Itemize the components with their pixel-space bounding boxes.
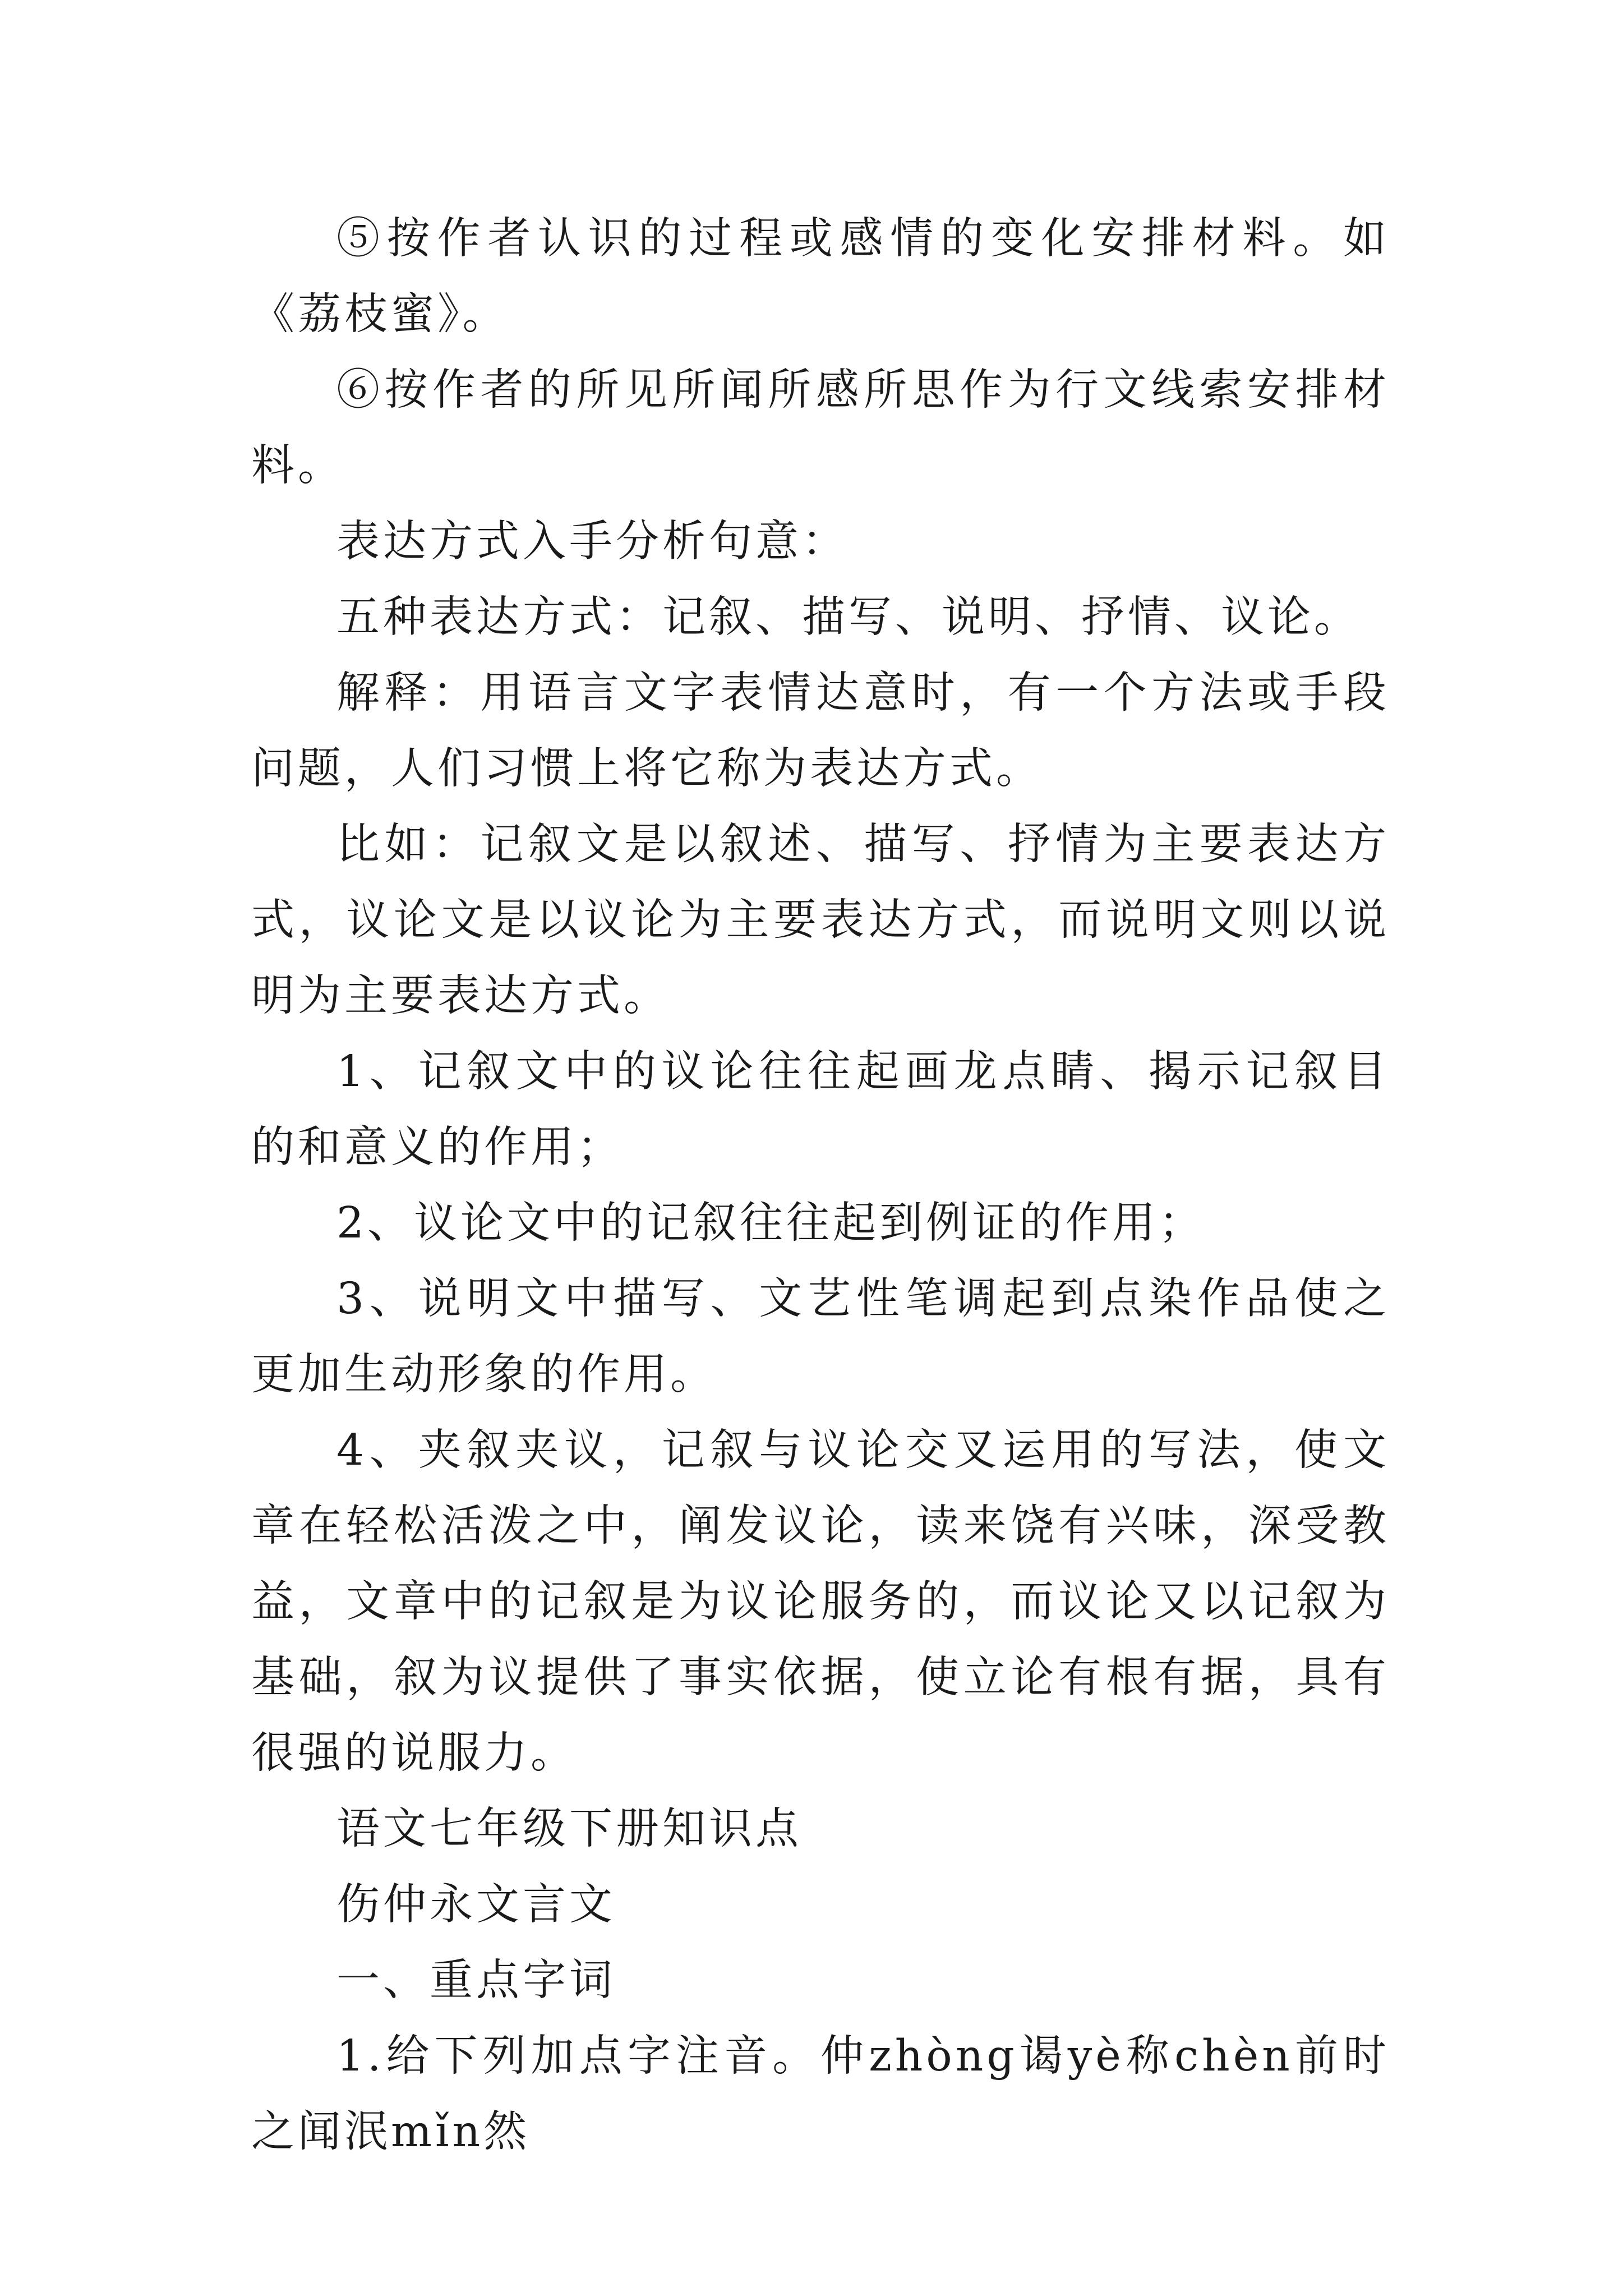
paragraph-example: 比如：记叙文是以叙述、描写、抒情为主要表达方式，议论文是以议论为主要表达方式，而说明文则以说明为主要表达方式。	[251, 820, 1390, 1021]
paragraph-point-1: 1、记叙文中的议论往往起画龙点睛、揭示记叙目的和意义的作用；	[251, 1047, 1390, 1172]
paragraph-five-expressions: 五种表达方式：记叙、描写、说明、抒情、议论。	[336, 592, 1361, 642]
paragraph-arrange-by-observation: ⑥按作者的所见所闻所感所思作为行文线索安排材料。	[251, 365, 1390, 491]
section-title-shang-zhongyong: 伤仲永文言文	[336, 1880, 616, 1930]
paragraph-pinyin-exercise: 1.给下列加点字注音。仲zhòng谒yè称chèn前时之闻泯mǐn然	[251, 2031, 1390, 2157]
paragraph-point-3: 3、说明文中描写、文艺性笔调起到点染作品使之更加生动形象的作用。	[251, 1274, 1390, 1400]
paragraph-expression-heading: 表达方式入手分析句意：	[336, 517, 849, 567]
paragraph-point-2: 2、议论文中的记叙往往起到例证的作用；	[336, 1198, 1205, 1248]
paragraph-explanation: 解释：用语言文字表情达意时，有一个方法或手段问题，人们习惯上将它称为表达方式。	[251, 668, 1390, 794]
paragraph-point-4: 4、夹叙夹议，记叙与议论交叉运用的写法，使文章在轻松活泼之中，阐发议论，读来饶有兴味，深受教益，文章中的记叙是为议论服务的，而议论又以记叙为基础，叙为议提供了事实依据，使立论有根有据，具有很强的说服力。	[251, 1425, 1390, 1778]
document-body	[251, 201, 1390, 2170]
paragraph-arrange-by-feeling: ⑤按作者认识的过程或感情的变化安排材料。如《荔枝蜜》。	[251, 214, 1390, 339]
section-title-grade7: 语文七年级下册知识点	[336, 1804, 802, 1854]
section-heading-key-words: 一、重点字词	[336, 1955, 616, 2005]
